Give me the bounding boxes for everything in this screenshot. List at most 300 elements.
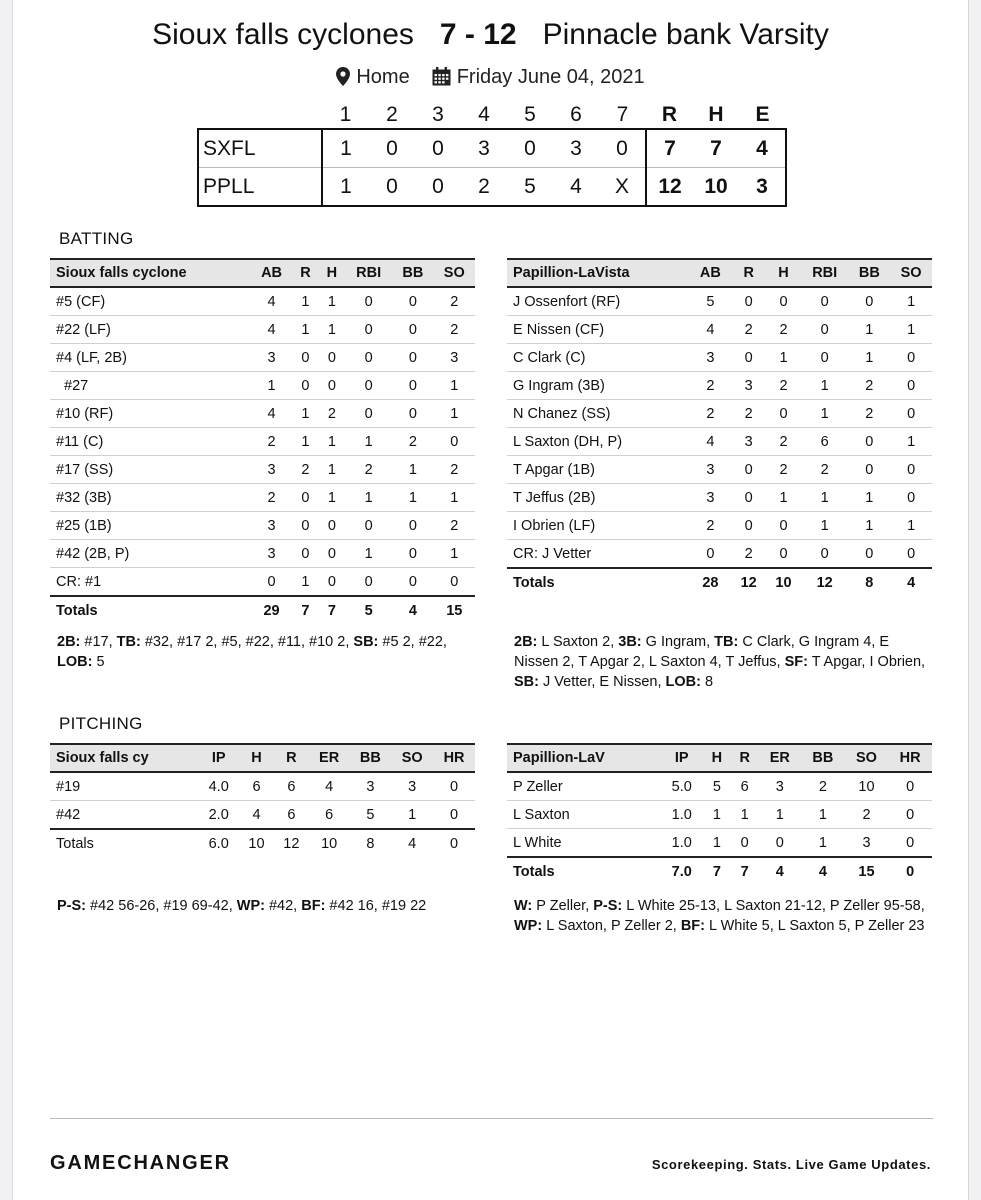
stat-cell: 0 [731, 344, 766, 372]
footer-divider [50, 1118, 933, 1119]
totals-row [50, 829, 475, 857]
note-text: #32, #17 2, #5, #22, #11, #10 2, [140, 634, 354, 650]
note-label: LOB: [57, 654, 93, 670]
stat-cell: 0 [292, 372, 318, 400]
inning-header: 6 [570, 103, 582, 126]
stat-cell: 0 [848, 540, 890, 569]
note-label: SF: [784, 654, 808, 670]
table-row [507, 456, 932, 484]
stat-cell: 0 [345, 316, 392, 344]
player-name: #4 (LF, 2B) [50, 344, 251, 372]
table-row [507, 540, 932, 569]
note-label: WP: [514, 918, 543, 934]
total-cell: 4 [907, 574, 916, 591]
home-pitching-table [507, 743, 932, 885]
note-label: P-S: [593, 898, 623, 914]
stat-cell: 1 [319, 316, 345, 344]
player-name: #11 (C) [50, 428, 251, 456]
location-pin-icon [336, 67, 350, 92]
stat-cell: 0 [345, 512, 392, 540]
stat-cell: 1 [345, 540, 392, 568]
stat-cell: 3 [349, 772, 391, 801]
note-label: TB: [714, 634, 739, 650]
stat-cell: 1 [319, 428, 345, 456]
total-cell: 6.0 [208, 835, 229, 852]
column-header: IP [660, 744, 702, 772]
total-cell: 0 [450, 835, 459, 852]
stat-cell: 0 [801, 287, 849, 316]
total-cell: 7 [712, 863, 721, 880]
stat-cell: 0 [690, 540, 732, 569]
total-cell: 5 [364, 602, 373, 619]
table-team-header: Papillion-LaVista [507, 259, 690, 287]
right-window-edge [968, 0, 981, 1200]
player-name: #32 (3B) [50, 484, 251, 512]
note-text: T Apgar, I Obrien, [807, 654, 926, 670]
stat-cell: 6 [274, 772, 309, 801]
note-label: BF: [680, 918, 705, 934]
player-name: #22 (LF) [50, 316, 251, 344]
column-header: ER [759, 744, 801, 772]
stat-cell: 1 [766, 344, 801, 372]
player-name: C Clark (C) [507, 344, 690, 372]
stat-cell: 0 [319, 568, 345, 597]
stat-cell: 2 [801, 456, 849, 484]
stat-cell: 3 [251, 540, 292, 568]
column-header: H [239, 744, 274, 772]
stat-cell: 0 [392, 287, 433, 316]
stat-cell: 1 [392, 484, 433, 512]
total-cell: 4 [408, 835, 417, 852]
note-text: J Vetter, E Nissen, [538, 674, 666, 690]
note-label: 2B: [514, 634, 538, 650]
stat-cell: 1 [801, 400, 849, 428]
stat-cell: 0 [292, 344, 318, 372]
stat-cell: 1 [392, 456, 433, 484]
stat-cell: 0 [392, 344, 433, 372]
stat-cell: 0 [392, 540, 433, 568]
table-row [50, 540, 475, 568]
table-row [507, 400, 932, 428]
stat-cell: 3 [690, 484, 732, 512]
stat-cell: 0 [731, 512, 766, 540]
stat-cell: 1 [292, 428, 318, 456]
stat-cell: 0 [890, 400, 932, 428]
stat-cell: 1 [848, 512, 890, 540]
linescore-row: PPLL 1 0 0 2 5 4 X 12 10 3 [198, 168, 786, 207]
stat-cell: 3 [251, 456, 292, 484]
stat-cell: 1 [319, 456, 345, 484]
stat-cell: 2 [848, 400, 890, 428]
stat-cell: 1 [251, 372, 292, 400]
stat-cell: 2.0 [198, 801, 239, 830]
stat-cell: 2 [392, 428, 433, 456]
stat-cell: 2 [845, 801, 889, 829]
column-header: H [703, 744, 731, 772]
total-cell: 15 [858, 863, 875, 880]
player-name: CR: #1 [50, 568, 251, 597]
stat-cell: 2 [801, 772, 845, 801]
stat-cell: 1 [434, 372, 475, 400]
column-header: H [766, 259, 801, 287]
calendar-icon [432, 67, 451, 92]
stat-cell: 0 [766, 400, 801, 428]
column-header: R [292, 259, 318, 287]
stat-cell: 4 [690, 428, 732, 456]
note-text: L White 5, L Saxton 5, P Zeller 23 [705, 918, 925, 934]
note-text: 5 [92, 654, 105, 670]
stat-cell: 1.0 [660, 801, 702, 829]
player-name: #17 (SS) [50, 456, 251, 484]
total-cell: 12 [816, 574, 833, 591]
inning-header: 7 [616, 103, 629, 126]
stat-cell: 0 [801, 344, 849, 372]
stat-cell: 0 [731, 829, 759, 858]
table-row [50, 428, 475, 456]
totals-row [50, 596, 475, 624]
player-name: #25 (1B) [50, 512, 251, 540]
stat-cell: 0 [888, 829, 932, 858]
final-score: 7 - 12 [439, 18, 517, 51]
stat-cell: 0 [292, 484, 318, 512]
inning-header: 4 [478, 103, 490, 126]
total-cell: 12 [283, 835, 300, 852]
stat-cell: 2 [731, 400, 766, 428]
stat-cell: 0 [433, 772, 475, 801]
stat-cell: 0 [731, 287, 766, 316]
game-info [0, 66, 981, 92]
player-name: L Saxton [507, 801, 660, 829]
errors-header: E [755, 103, 770, 126]
player-name: L White [507, 829, 660, 858]
stat-cell: 0 [319, 540, 345, 568]
player-name: P Zeller [507, 772, 660, 801]
stat-cell: 4.0 [198, 772, 239, 801]
table-row [50, 568, 475, 597]
player-name: #5 (CF) [50, 287, 251, 316]
note-text: P Zeller, [532, 898, 594, 914]
stat-cell: 1 [292, 400, 318, 428]
column-header: BB [801, 744, 845, 772]
player-name: #27 [50, 372, 251, 400]
stat-cell: 3 [434, 344, 475, 372]
stat-cell: 0 [801, 540, 849, 569]
stat-cell: 0 [319, 512, 345, 540]
stat-cell: 3 [690, 344, 732, 372]
stat-cell: 1 [766, 484, 801, 512]
player-name: L Saxton (DH, P) [507, 428, 690, 456]
pitching-section-title: PITCHING [59, 714, 143, 733]
stat-cell: 0 [392, 372, 433, 400]
line-score [197, 102, 787, 207]
table-row [50, 772, 475, 801]
total-cell: 10 [775, 574, 792, 591]
stat-cell: 0 [392, 400, 433, 428]
table-row [507, 484, 932, 512]
stat-cell: 0 [392, 512, 433, 540]
stat-cell: 1 [292, 316, 318, 344]
stat-cell: 2 [766, 316, 801, 344]
home-pitching-notes [514, 896, 929, 936]
game-location: Home [356, 66, 410, 88]
note-text: #17, [80, 634, 117, 650]
stat-cell: 0 [251, 568, 292, 597]
column-header: BB [349, 744, 391, 772]
stat-cell: 3 [845, 829, 889, 858]
stat-cell: 2 [690, 400, 732, 428]
stat-cell: 3 [731, 372, 766, 400]
stat-cell: 2 [434, 316, 475, 344]
stat-cell: 6 [274, 801, 309, 830]
stat-cell: 2 [251, 484, 292, 512]
stat-cell: 1 [848, 316, 890, 344]
player-name: CR: J Vetter [507, 540, 690, 569]
stat-cell: 0 [890, 484, 932, 512]
column-header: RBI [345, 259, 392, 287]
stat-cell: 0 [731, 484, 766, 512]
note-label: W: [514, 898, 533, 914]
stat-cell: 0 [392, 316, 433, 344]
stat-cell: 6 [801, 428, 849, 456]
stat-cell: 3 [251, 344, 292, 372]
stat-cell: 1 [759, 801, 801, 829]
note-text: L Saxton, P Zeller 2, [542, 918, 681, 934]
note-text: 8 [700, 674, 714, 690]
totals-label: Totals [513, 863, 555, 880]
stat-cell: 4 [309, 772, 350, 801]
note-label: WP: [236, 898, 265, 914]
inning-header: 1 [339, 103, 352, 126]
totals-label: Totals [56, 602, 98, 619]
column-header: R [731, 744, 759, 772]
note-text: #5 2, #22, [378, 634, 447, 650]
away-batting-notes [57, 632, 467, 672]
total-cell: 7 [301, 602, 310, 619]
stat-cell: 0 [292, 540, 318, 568]
inning-header: 2 [386, 103, 398, 126]
stat-cell: 4 [239, 801, 274, 830]
stat-cell: 0 [890, 344, 932, 372]
note-text: #42 16, #19 22 [325, 898, 427, 914]
stat-cell: 3 [391, 772, 433, 801]
player-name: T Apgar (1B) [507, 456, 690, 484]
stat-cell: 3 [251, 512, 292, 540]
table-row [50, 484, 475, 512]
table-team-header: Papillion-LaV [507, 744, 660, 772]
stat-cell: 1 [801, 801, 845, 829]
note-label: 2B: [57, 634, 81, 650]
stat-cell: 4 [251, 316, 292, 344]
stat-cell: 4 [251, 400, 292, 428]
stat-cell: 1 [848, 484, 890, 512]
total-cell: 8 [865, 574, 874, 591]
stat-cell: 0 [345, 372, 392, 400]
inning-header: 5 [524, 103, 536, 126]
stat-cell: 0 [890, 456, 932, 484]
stat-cell: 0 [888, 801, 932, 829]
stat-cell: 2 [251, 428, 292, 456]
stat-cell: 0 [766, 512, 801, 540]
home-team-name: Pinnacle bank Varsity [542, 18, 829, 51]
stat-cell: 1 [731, 801, 759, 829]
stat-cell: 3 [690, 456, 732, 484]
stat-cell: 2 [766, 428, 801, 456]
table-row [507, 512, 932, 540]
total-cell: 7 [327, 602, 336, 619]
linescore-row: SXFL 1 0 0 3 0 3 0 7 7 4 [198, 129, 786, 168]
note-text: #42 56-26, #19 69-42, [86, 898, 237, 914]
footer-tagline: Scorekeeping. Stats. Live Game Updates. [651, 1157, 931, 1172]
total-cell: 8 [366, 835, 375, 852]
stat-cell: 0 [433, 801, 475, 830]
stat-cell: 3 [731, 428, 766, 456]
column-header: ER [309, 744, 350, 772]
stat-cell: 0 [890, 372, 932, 400]
stat-cell: 1 [391, 801, 433, 830]
runs-header: R [661, 103, 678, 126]
table-row [507, 829, 932, 858]
total-cell: 4 [818, 863, 827, 880]
note-text: L White 25-13, L Saxton 21-12, P Zeller 95-58, [622, 898, 925, 914]
home-batting-notes [514, 632, 929, 692]
table-row [50, 316, 475, 344]
player-name: I Obrien (LF) [507, 512, 690, 540]
stat-cell: 10 [845, 772, 889, 801]
stat-cell: 1.0 [660, 829, 702, 858]
table-row [507, 344, 932, 372]
stat-cell: 0 [345, 344, 392, 372]
player-name: #10 (RF) [50, 400, 251, 428]
stat-cell: 1 [434, 540, 475, 568]
stat-cell: 0 [848, 428, 890, 456]
batting-section-title: BATTING [59, 229, 134, 248]
player-name: J Ossenfort (RF) [507, 287, 690, 316]
note-text: L Saxton 2, [537, 634, 619, 650]
player-name: E Nissen (CF) [507, 316, 690, 344]
table-row [507, 287, 932, 316]
table-team-header: Sioux falls cy [50, 744, 198, 772]
column-header: HR [888, 744, 932, 772]
stat-cell: 1 [890, 428, 932, 456]
stat-cell: 4 [251, 287, 292, 316]
note-label: BF: [301, 898, 326, 914]
stat-cell: 1 [703, 801, 731, 829]
column-header: RBI [801, 259, 849, 287]
stat-cell: 0 [801, 316, 849, 344]
table-row [507, 801, 932, 829]
table-row [50, 456, 475, 484]
stat-cell: 0 [319, 344, 345, 372]
away-pitching-table [50, 743, 475, 857]
total-cell: 29 [263, 602, 280, 619]
stat-cell: 0 [731, 456, 766, 484]
stat-cell: 2 [434, 456, 475, 484]
table-row [50, 344, 475, 372]
table-row [50, 512, 475, 540]
stat-cell: 1 [801, 512, 849, 540]
stat-cell: 2 [434, 512, 475, 540]
column-header: AB [251, 259, 292, 287]
game-date: Friday June 04, 2021 [456, 66, 645, 88]
stat-cell: 0 [392, 568, 433, 597]
stat-cell: 2 [731, 316, 766, 344]
stat-cell: 2 [766, 456, 801, 484]
player-name: #19 [50, 772, 198, 801]
table-row [50, 287, 475, 316]
stat-cell: 0 [345, 400, 392, 428]
game-title [0, 18, 981, 52]
stat-cell: 1 [319, 287, 345, 316]
total-cell: 10 [248, 835, 265, 852]
stat-cell: 5 [349, 801, 391, 830]
stat-cell: 1 [801, 372, 849, 400]
stat-cell: 0 [345, 568, 392, 597]
stat-cell: 1 [890, 512, 932, 540]
stat-cell: 2 [731, 540, 766, 569]
stat-cell: 1 [434, 484, 475, 512]
stat-cell: 2 [690, 512, 732, 540]
column-header: SO [890, 259, 932, 287]
column-header: BB [848, 259, 890, 287]
column-header: H [319, 259, 345, 287]
note-text: #42, [264, 898, 302, 914]
note-text: G Ingram, [641, 634, 715, 650]
stat-cell: 2 [292, 456, 318, 484]
table-row [507, 772, 932, 801]
column-header: HR [433, 744, 475, 772]
note-label: LOB: [665, 674, 701, 690]
stat-cell: 0 [345, 287, 392, 316]
stat-cell: 2 [766, 372, 801, 400]
stat-cell: 2 [319, 400, 345, 428]
stat-cell: 1 [345, 428, 392, 456]
away-team-name: Sioux falls cyclones [152, 18, 414, 51]
column-header: BB [392, 259, 433, 287]
hits-header: H [708, 103, 724, 126]
total-cell: 28 [702, 574, 719, 591]
total-cell: 0 [906, 863, 915, 880]
stat-cell: 0 [292, 512, 318, 540]
column-header: SO [845, 744, 889, 772]
stat-cell: 1 [703, 829, 731, 858]
stat-cell: 5 [690, 287, 732, 316]
stat-cell: 1 [292, 568, 318, 597]
table-row [50, 400, 475, 428]
gamechanger-logo: GAMECHANGER [50, 1152, 231, 1174]
stat-cell: 4 [690, 316, 732, 344]
table-row [507, 372, 932, 400]
stat-cell: 5 [703, 772, 731, 801]
total-cell: 10 [321, 835, 338, 852]
total-cell: 12 [740, 574, 757, 591]
stat-cell: 1 [345, 484, 392, 512]
stat-cell: 1 [801, 829, 845, 858]
note-label: TB: [116, 634, 141, 650]
table-team-header: Sioux falls cyclone [50, 259, 251, 287]
note-text: C Clark, G Ingram 4, E Nissen 2, T Apgar 2, L Saxton 4, T Jeffus, [514, 634, 890, 670]
stat-cell: 6 [309, 801, 350, 830]
stat-cell: 2 [434, 287, 475, 316]
stat-cell: 0 [434, 428, 475, 456]
player-name: T Jeffus (2B) [507, 484, 690, 512]
column-header: R [274, 744, 309, 772]
left-window-edge [0, 0, 13, 1200]
stat-cell: 1 [292, 287, 318, 316]
player-name: #42 (2B, P) [50, 540, 251, 568]
player-name: G Ingram (3B) [507, 372, 690, 400]
totals-row [507, 857, 932, 885]
stat-cell: 0 [766, 287, 801, 316]
